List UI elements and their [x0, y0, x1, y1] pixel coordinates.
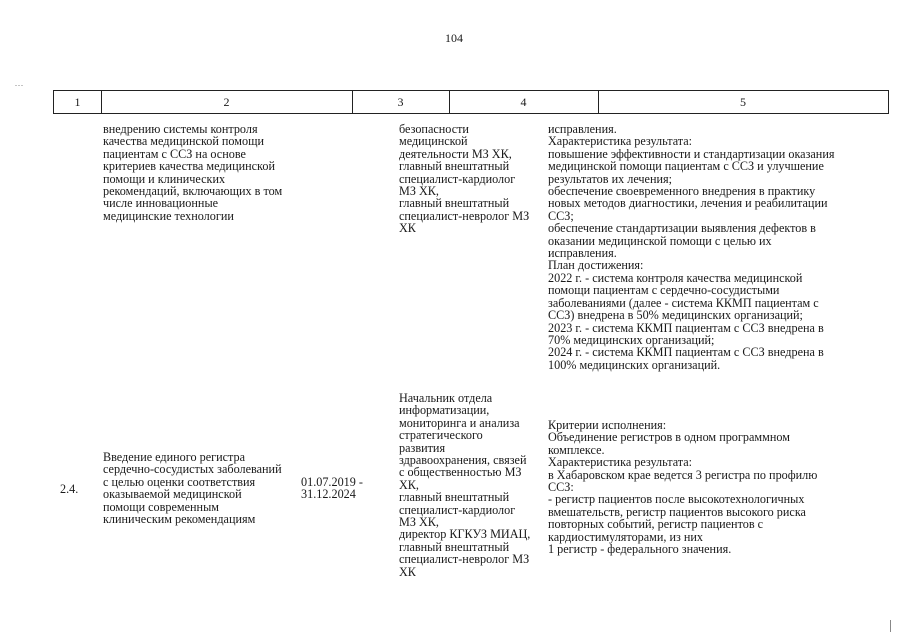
row2-responsible: Начальник отдела информатизации, мониторинга и анализа стратегического развития здравоохранения, связей с общественностью МЗ ХК, главный внештатный специалист-кардиолог МЗ ХК, директор КГКУЗ МИАЦ, главный внештатный специалист-невролог МЗ ХК — [399, 391, 531, 579]
header-col-3: 3 — [352, 91, 450, 113]
header-col-2: 2 — [101, 91, 353, 113]
row2-number: 2.4. — [60, 482, 79, 496]
edge-mark — [890, 620, 891, 632]
row2-measure: Введение единого регистра сердечно-сосудистых заболеваний с целью оценки соответствия оказываемой медицинской помощи современным клиническим рекомендациям — [103, 450, 282, 527]
row1-result: исправления. Характеристика результата: повышение эффективности и стандартизации оказания медицинской помощи пациентам с ССЗ и улучшение результатов их лечения; обеспечение своевременного внедрения в практику новых методов диагностики, лечения и реабилитации ССЗ; обеспечение стандартизации выявления дефектов в оказании медицинской помощи с целью их исправления. План достижения: 2022 г. - система контроля качества медицинской помощи пациентам с сердечно-сосудистыми заболеваниями (далее - система ККМП пациентам с ССЗ) внедрена в 50% медицинских организаций; 2023 г. - система ККМП пациентам с ССЗ внедрена в 70% медицинских организаций; 2024 г. - система ККМП пациентам с ССЗ внедрена в 100% медицинских организаций. — [548, 122, 835, 372]
row2-result: Критерии исполнения: Объединение регистров в одном программном комплексе. Характеристика результата: в Хабаровском крае ведется 3 регистра по профилю ССЗ: - регистр пациентов после высокотехнологичных вмешательств, регистр пациентов высокого риска повторных событий, регистр пациентов с кардиостимуляторами, из них 1 регистр - федерального значения. — [548, 418, 818, 557]
header-col-5: 5 — [740, 95, 746, 109]
row1-measure: внедрению системы контроля качества медицинской помощи пациентам с ССЗ на основе критериев качества медицинской помощи и клинических рекомендаций, включающих в том числе инновационные медицинские технологии — [103, 122, 283, 223]
row1-responsible: безопасности медицинской деятельности МЗ ХК, главный внештатный специалист-кардиолог МЗ ХК, главный внештатный специалист-невролог МЗ ХК — [399, 122, 530, 236]
header-col-1: 1 — [54, 91, 102, 113]
header-col-4: 4 — [449, 91, 599, 113]
table-header-row — [53, 90, 889, 114]
row2-dates: 01.07.2019 - 31.12.2024 — [301, 475, 363, 502]
corner-mark: ... — [15, 79, 24, 88]
page-number: 104 — [445, 31, 463, 45]
